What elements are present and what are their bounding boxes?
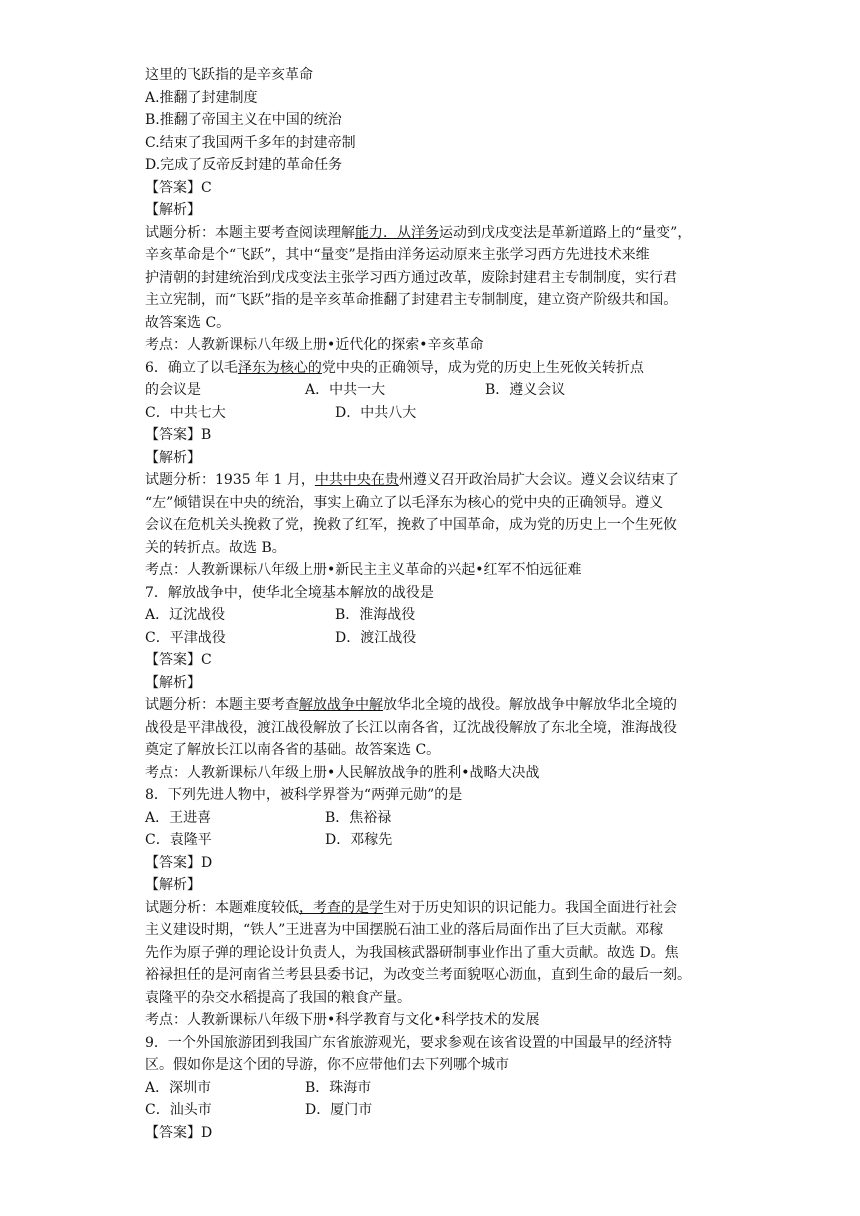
underlined-text: 中共中央在贵 [314, 472, 399, 488]
q8-analysis-label: 【解析】 [145, 877, 201, 893]
q6-stem: 6．确立了以毛泽东为核心的党中央的正确领导，成为党的历史上生死攸关转折点 [145, 359, 644, 376]
underlined-text: 解放战争中解 [299, 697, 383, 713]
q8-option-d: D．邓稼先 [325, 832, 393, 848]
q9-option-a: A．深圳市 [145, 1079, 212, 1096]
q8-answer: 【答案】D [145, 854, 213, 871]
q7-analysis-line: 奠定了解放长江以南各省的基础。故答案选 C。 [145, 742, 441, 758]
q8-analysis-line: 裕禄担任的是河南省兰考县县委书记，为改变兰考面貌呕心沥血，直到生命的最后一刻。 [145, 967, 691, 983]
q5-option-c: C.结束了我国两千多年的封建帝制 [145, 134, 356, 151]
q6-stem-line2: 的会议是 A．中共一大 B．遵义会议 [145, 379, 725, 402]
q7-option-b: B．淮海战役 [335, 607, 416, 623]
q5-analysis-line: 故答案选 C。 [145, 314, 231, 331]
q7-options-cd [145, 627, 725, 650]
q7-options-ab [145, 604, 725, 627]
document-page [145, 64, 725, 1144]
q7-kaodian: 考点：人教新课标八年级上册•人民解放战争的胜利•战略大决战 [145, 764, 540, 781]
q9-stem: 9．一个外国旅游团到我国广东省旅游观光，要求参观在该省设置的中国最早的经济特 [145, 1034, 672, 1051]
q6-options-cd [145, 402, 725, 425]
q9-stem-line2: 区。假如你是这个团的导游，你不应带他们去下列哪个城市 [145, 1057, 509, 1073]
q5-analysis-label: 【解析】 [145, 202, 201, 218]
q8-option-b: B．焦裕禄 [325, 809, 392, 826]
q8-options-ab [145, 807, 725, 830]
q5-analysis-line: 试题分析：本题主要考查阅读理解能力．从洋务运动到戊戌变法是革新道路上的“量变”， [145, 224, 692, 241]
q6-kaodian: 考点：人教新课标八年级上册•新民主主义革命的兴起•红军不怕远征难 [145, 562, 582, 578]
q5-analysis-line: 主立宪制，而“飞跃”指的是辛亥革命推翻了封建君主专制制度，建立资产阶级共和国。 [145, 292, 678, 308]
q6-analysis-line: 试题分析：1935 年 1 月，中共中央在贵州遵义召开政治局扩大会议。遵义会议结束了 [145, 472, 679, 488]
q6-analysis-label: 【解析】 [145, 449, 201, 466]
q6-analysis-line: “左”倾错误在中央的统治，事实上确立了以毛泽东为核心的党中央的正确领导。遵义 [145, 494, 664, 511]
q9-option-b: B．珠海市 [305, 1079, 372, 1096]
q8-options-cd [145, 829, 725, 852]
q5-answer: 【答案】C [145, 179, 212, 196]
q8-kaodian: 考点：人教新课标八年级下册•科学教育与文化•科学技术的发展 [145, 1012, 540, 1028]
underlined-text: 能力．从洋务 [355, 224, 439, 241]
q9-option-d: D．厦门市 [305, 1102, 373, 1118]
q5-analysis-line: 护清朝的封建统治到戊戌变法主张学习西方通过改革，废除封建君主专制制度，实行君 [145, 269, 677, 286]
q7-option-c: C．平津战役 [145, 629, 226, 646]
q5-analysis-line: 辛亥革命是个“飞跃”，其中“量变”是指由洋务运动原来主张学习西方先进技术来维 [145, 247, 650, 263]
q6-option-c: C．中共七大 [145, 404, 226, 421]
q9-answer: 【答案】D [145, 1124, 213, 1141]
q9-options-cd [145, 1099, 725, 1122]
q6-analysis-line: 会议在危机关头挽救了党，挽救了红军，挽救了中国革命，成为党的历史上一个生死攸 [145, 517, 677, 533]
q9-options-ab [145, 1077, 725, 1100]
q6-analysis-line: 关的转折点。故选 B。 [145, 539, 286, 556]
underlined-text: 泽东为核心的 [237, 359, 322, 376]
q8-stem: 8．下列先进人物中，被科学界誉为“两弹元勋”的是 [145, 787, 463, 803]
q8-analysis-line: 试题分析：本题难度较低，考查的是学生对于历史知识的识记能力。我国全面进行社会 [145, 899, 677, 916]
q8-option-c: C．袁隆平 [145, 832, 212, 848]
q5-option-a: A.推翻了封建制度 [145, 89, 258, 106]
q7-answer: 【答案】C [145, 652, 212, 668]
q5-option-b: B.推翻了帝国主义在中国的统治 [145, 112, 342, 128]
q7-stem: 7．解放战争中，使华北全境基本解放的战役是 [145, 584, 434, 601]
q7-analysis-line: 试题分析：本题主要考查解放战争中解放华北全境的战役。解放战争中解放华北全境的 [145, 697, 677, 713]
q6-option-a: A．中共一大 [305, 382, 386, 398]
q8-analysis-line: 先作为原子弹的理论设计负责人，为我国核武器研制事业作出了重大贡献。故选 D。焦 [145, 944, 679, 961]
q6-option-b: B．遵义会议 [485, 382, 566, 398]
q8-analysis-line: 主义建设时期，“铁人”王进喜为中国摆脱石油工业的落后局面作出了巨大贡献。邓稼 [145, 922, 664, 938]
q6-answer: 【答案】B [145, 427, 212, 443]
q5-stem: 这里的飞跃指的是辛亥革命 [145, 67, 313, 83]
q5-option-d: D.完成了反帝反封建的革命任务 [145, 157, 343, 173]
q5-kaodian: 考点：人教新课标八年级上册•近代化的探索•辛亥革命 [145, 337, 484, 353]
q7-analysis-label: 【解析】 [145, 674, 201, 691]
q8-option-a: A．王进喜 [145, 809, 212, 826]
q6-option-d: D．中共八大 [335, 404, 417, 421]
underlined-text: ，考查的是学 [299, 899, 383, 916]
q7-option-a: A．辽沈战役 [145, 607, 226, 623]
q9-option-c: C．汕头市 [145, 1102, 212, 1118]
q7-option-d: D．渡江战役 [335, 629, 417, 646]
q7-analysis-line: 战役是平津战役，渡江战役解放了长江以南各省，辽沈战役解放了东北全境，淮海战役 [145, 719, 677, 736]
q8-analysis-line: 袁隆平的杂交水稻提高了我国的粮食产量。 [145, 989, 411, 1006]
